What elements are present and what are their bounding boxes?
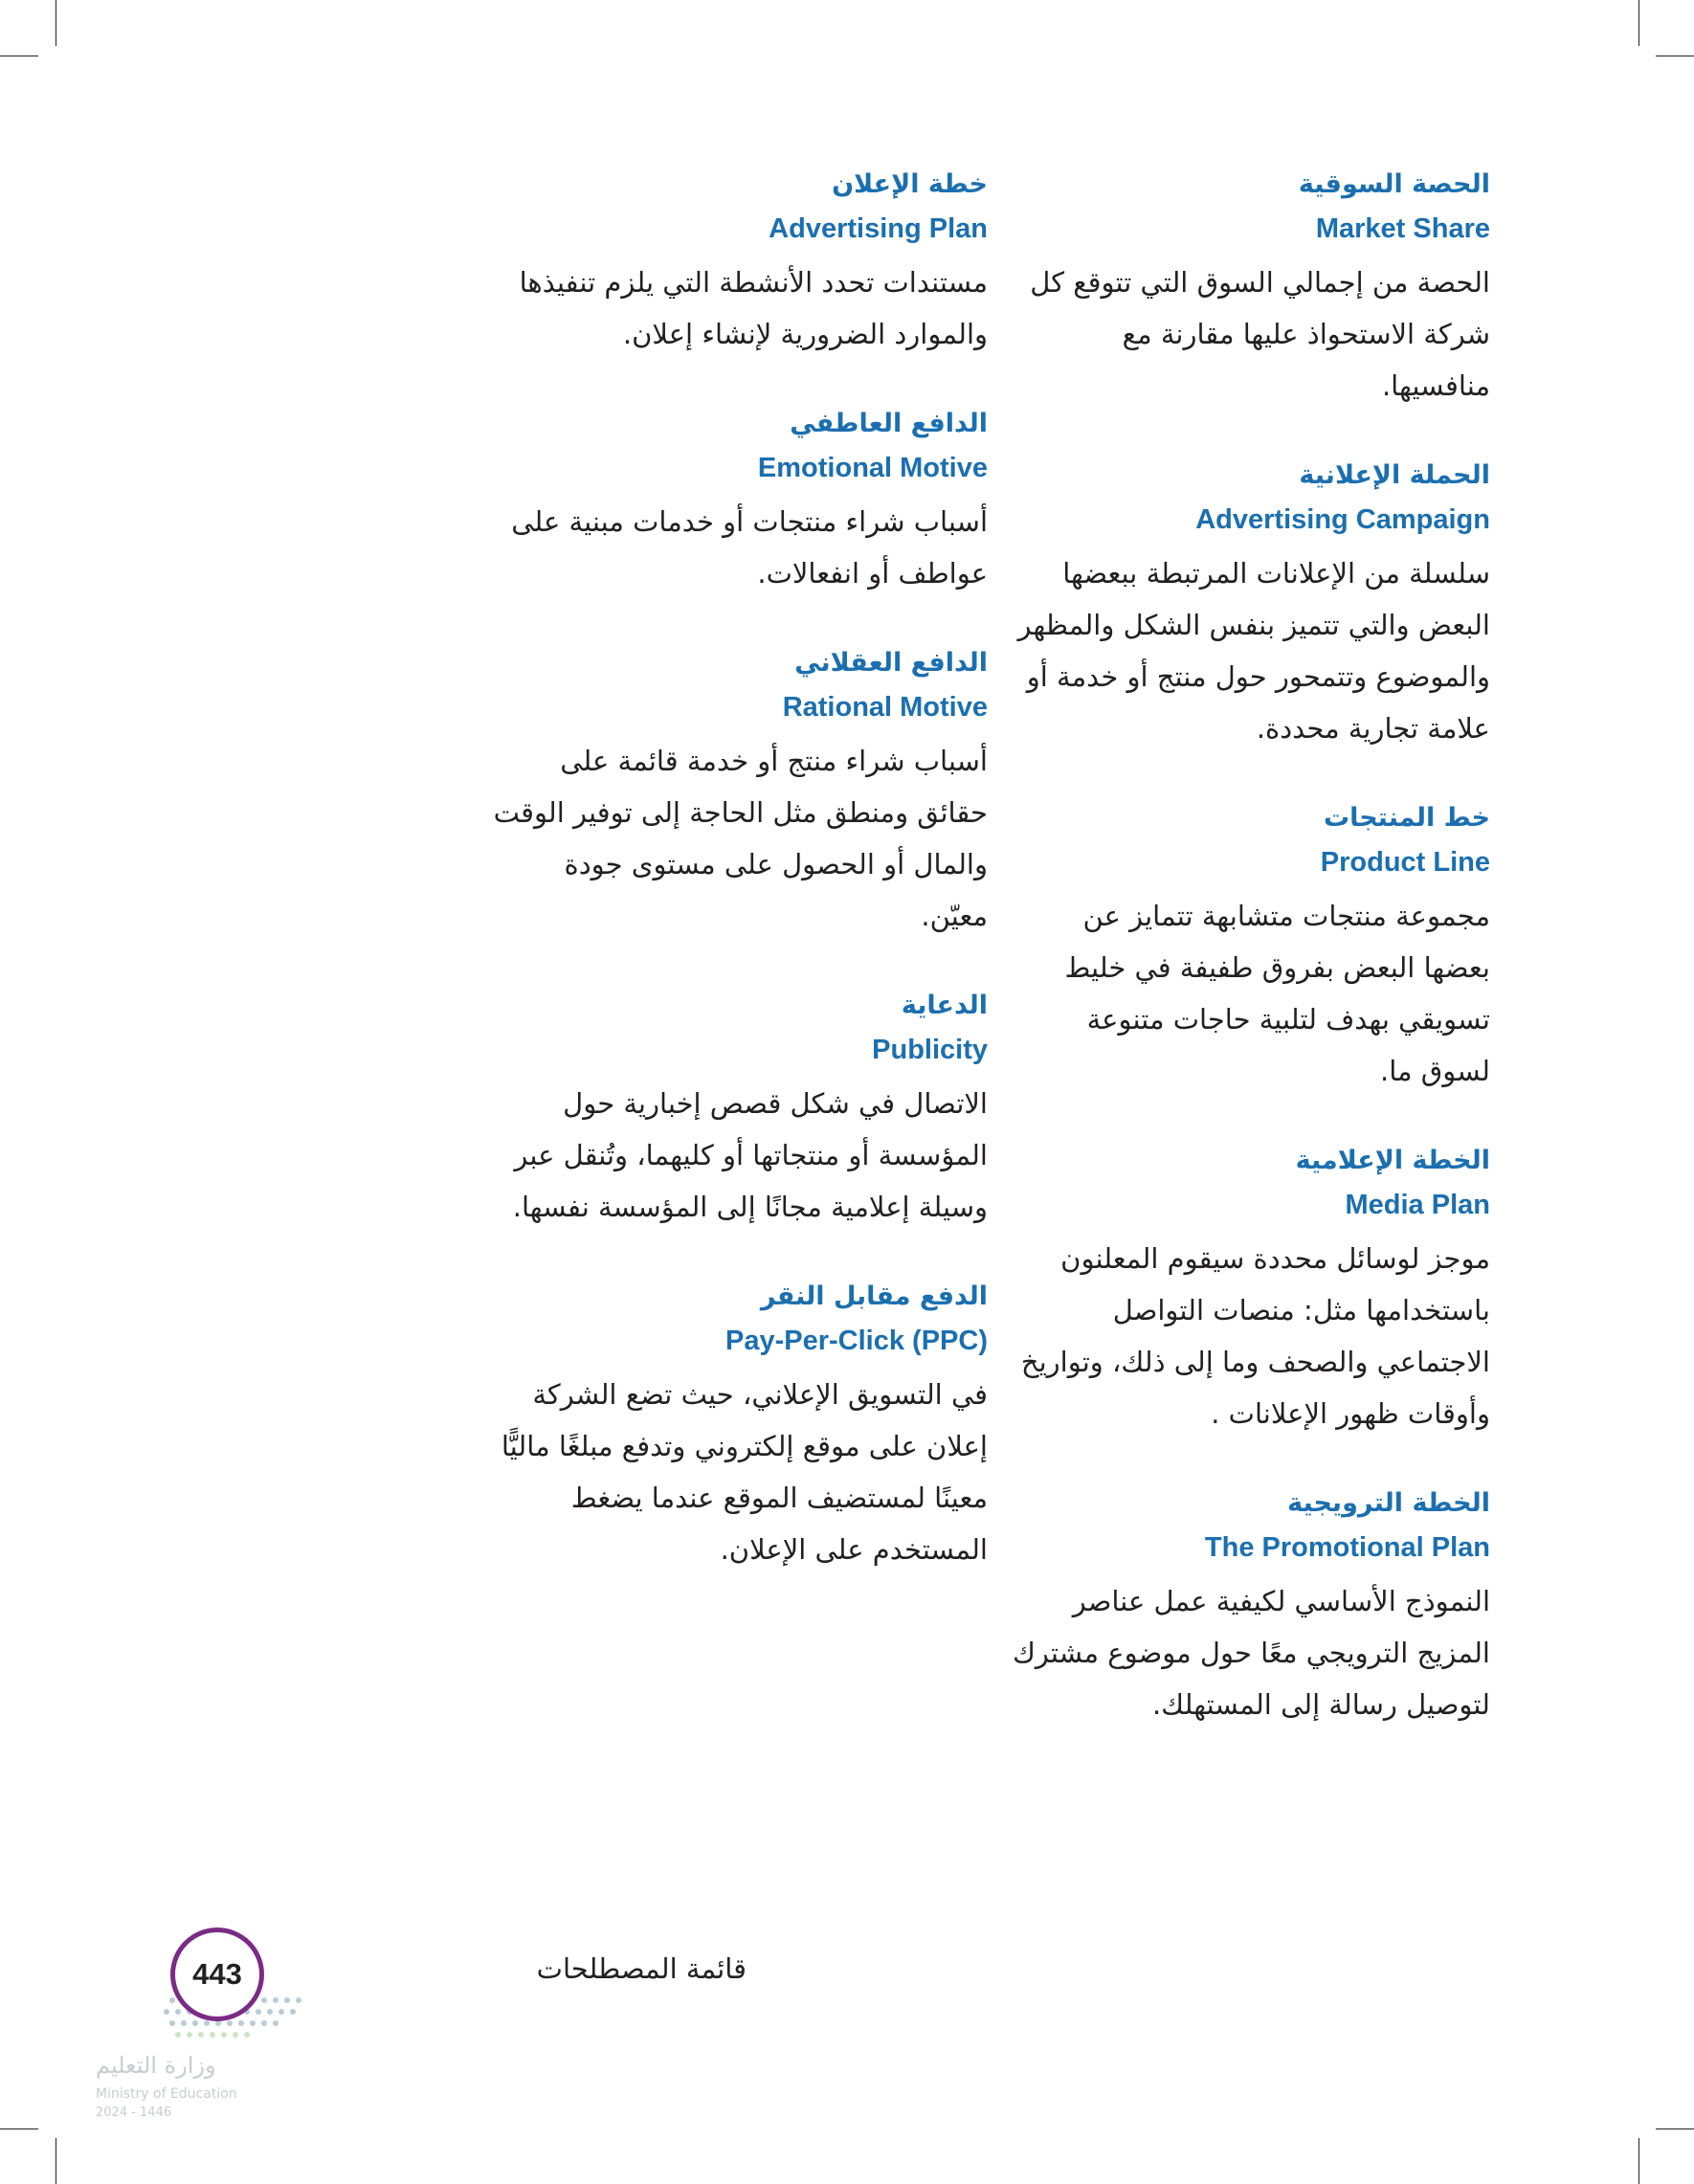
term-arabic-title: الدفع مقابل النقر (760, 1281, 988, 1311)
glossary-entry (1012, 163, 1490, 412)
term-arabic-title: الدافع العقلاني (794, 648, 988, 678)
glossary-entry (490, 163, 988, 360)
page-number: 443 (170, 1928, 264, 2021)
term-arabic-title: الدافع العاطفي (790, 409, 988, 438)
term-english-title: Publicity (872, 1035, 988, 1065)
term-english-title: Advertising Campaign (1195, 504, 1490, 535)
term-arabic-title: خط المنتجات (1323, 803, 1490, 833)
crop-mark (1638, 0, 1639, 46)
glossary-entry (490, 641, 988, 942)
term-definition: مستندات تحدد الأنشطة التي يلزم تنفيذها والموارد الضرورية لإنشاء إعلان. (519, 266, 988, 350)
glossary-entry (1012, 1482, 1490, 1730)
term-arabic-title: خطة الإعلان (832, 169, 988, 199)
crop-mark (0, 2128, 38, 2129)
term-english-title: Media Plan (1345, 1190, 1490, 1220)
edition-year: 2024 - 1446 (96, 2106, 172, 2120)
term-definition: سلسلة من الإعلانات المرتبطة ببعضها البعض والتي تتميز بنفس الشكل والمظهر والموضوع وتتمحور حول منتج أو خدمة أو علامة تجارية محددة. (1017, 557, 1490, 745)
term-definition: مجموعة منتجات متشابهة تتمايز عن بعضها البعض بفروق طفيفة في خليط تسويقي بهدف لتلبية حاجات متنوعة لسوق ما. (1064, 900, 1490, 1087)
ministry-name-arabic: وزارة التعليم (96, 2052, 216, 2079)
crop-mark (1656, 2128, 1694, 2129)
term-english-title: Advertising Plan (769, 213, 988, 244)
crop-mark (1638, 2138, 1639, 2184)
term-definition: النموذج الأساسي لكيفية عمل عناصر المزيج الترويجي معًا حول موضوع مشترك لتوصيل رسالة إلى المستهلك. (1013, 1585, 1490, 1721)
glossary-entry (490, 402, 988, 599)
glossary-entry (1012, 1139, 1490, 1439)
term-arabic-title: الحملة الإعلانية (1299, 460, 1490, 490)
section-title: قائمة المصطلحات (536, 1952, 747, 1985)
term-definition: أسباب شراء منتجات أو خدمات مبنية على عواطف أو انفعالات. (511, 505, 988, 590)
term-english-title: Market Share (1315, 213, 1490, 244)
term-arabic-title: الخطة الإعلامية (1295, 1146, 1490, 1175)
term-arabic-title: الخطة الترويجية (1287, 1488, 1490, 1518)
glossary-column-left (490, 163, 988, 1617)
term-english-title: Product Line (1320, 847, 1490, 878)
term-definition: الاتصال في شكل قصص إخبارية حول المؤسسة أو منتجاتها أو كليهما، وتُنقل عبر وسيلة إعلامية مجانًا إلى المؤسسة نفسها. (512, 1087, 988, 1223)
term-arabic-title: الحصة السوقية (1298, 169, 1490, 199)
glossary-entry (1012, 454, 1490, 754)
glossary-entry (490, 1275, 988, 1575)
term-arabic-title: الدعاية (901, 991, 988, 1020)
glossary-entry (490, 984, 988, 1233)
term-definition: الحصة من إجمالي السوق التي تتوقع كل شركة الاستحواذ عليها مقارنة مع منافسيها. (1030, 266, 1490, 402)
term-english-title: Pay-Per-Click (PPC) (725, 1326, 988, 1356)
term-definition: في التسويق الإعلاني، حيث تضع الشركة إعلان على موقع إلكتروني وتدفع مبلغًا ماليًّا معينًا لمستضيف الموقع عندما يضغط المستخدم على الإعلان. (501, 1378, 988, 1566)
term-definition: أسباب شراء منتج أو خدمة قائمة على حقائق ومنطق مثل الحاجة إلى توفير الوقت والمال أو الحصول على مستوى جودة معيّن. (493, 745, 988, 932)
term-english-title: Emotional Motive (757, 453, 988, 483)
glossary-column-right (1012, 163, 1490, 1772)
ministry-name-english: Ministry of Education (96, 2086, 237, 2102)
term-definition: موجز لوسائل محددة سيقوم المعلنون باستخدامها مثل: منصات التواصل الاجتماعي والصحف وما إلى ذلك، وتواريخ وأوقات ظهور الإعلانات . (1020, 1242, 1490, 1430)
glossary-entry (1012, 796, 1490, 1097)
term-english-title: Rational Motive (782, 692, 988, 723)
term-english-title: The Promotional Plan (1204, 1532, 1490, 1563)
